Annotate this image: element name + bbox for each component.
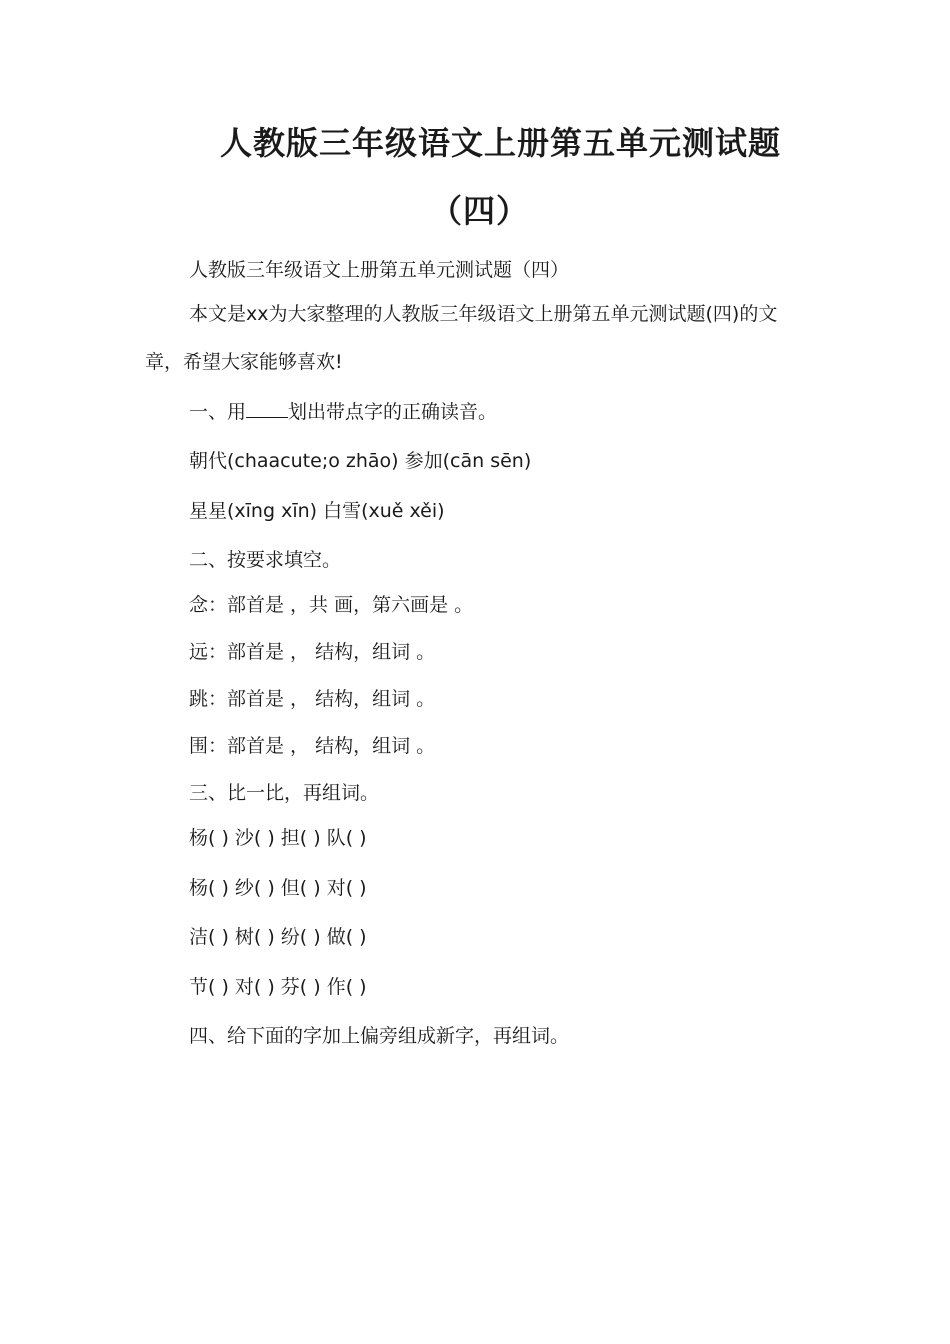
- question-2-heading: 二、按要求填空。: [189, 549, 342, 571]
- question-2-line-2: 远：部首是 ， 结构，组词 。: [189, 641, 436, 663]
- question-3-line-3: 洁( ) 树( ) 纷( ) 做( ): [189, 926, 367, 948]
- question-3-heading: 三、比一比，再组词。: [189, 782, 380, 804]
- document-title-line2: （四）: [430, 192, 530, 230]
- subtitle-paragraph: 人教版三年级语文上册第五单元测试题（四）: [189, 259, 570, 281]
- question-2-line-1: 念：部首是 ，共 画，第六画是 。: [189, 594, 474, 616]
- question-4-heading: 四、给下面的字加上偏旁组成新字，再组词。: [189, 1025, 570, 1047]
- question-2-line-3: 跳：部首是 ， 结构，组词 。: [189, 688, 436, 710]
- question-1-heading-prefix: 一、用: [189, 401, 247, 423]
- question-3-line-4: 节( ) 对( ) 芬( ) 作( ): [189, 976, 367, 998]
- question-2-line-4: 围：部首是 ， 结构，组词 。: [189, 735, 436, 757]
- question-1-heading-suffix: 划出带点字的正确读音。: [288, 401, 498, 423]
- underline-blank: [246, 399, 288, 418]
- question-1-line-1: 朝代(chaacute;o zhāo) 参加(cān sēn): [189, 450, 532, 472]
- question-3-line-2: 杨( ) 纱( ) 但( ) 对( ): [189, 877, 367, 899]
- question-1-line-2: 星星(xīng xīn) 白雪(xuě xěi): [189, 500, 445, 522]
- document-title-line1: 人教版三年级语文上册第五单元测试题: [220, 124, 782, 162]
- question-1-heading: [189, 398, 829, 426]
- question-3-line-1: 杨( ) 沙( ) 担( ) 队( ): [189, 827, 367, 849]
- intro-paragraph: 本文是xx为大家整理的人教版三年级语文上册第五单元测试题(四)的文章，希望大家能够喜欢!: [145, 303, 778, 373]
